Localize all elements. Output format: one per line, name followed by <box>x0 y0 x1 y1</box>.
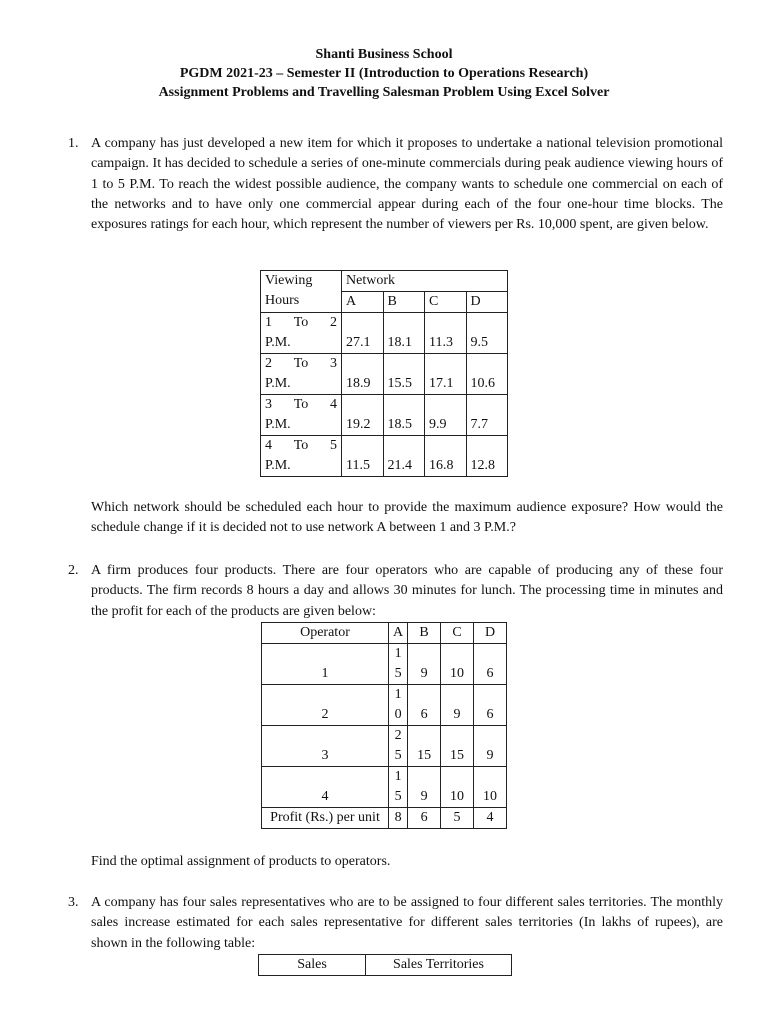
table-header-row <box>262 623 507 644</box>
table-row <box>261 436 508 477</box>
assignment-title: Assignment Problems and Travelling Salesman Problem Using Excel Solver <box>158 85 610 100</box>
table-cell: 6 <box>474 685 507 726</box>
table-cell: 10 <box>441 644 474 685</box>
table-cell: 15 <box>441 726 474 767</box>
table-cell: 10 <box>474 767 507 808</box>
table-cell: 16.8 <box>425 436 467 477</box>
table-cell: 1 5 <box>389 644 408 685</box>
question-text: A company has just developed a new item for which it proposes to undertake a national television promotional campaign. It has decided to schedule a series of one-minute commercials during peak audience viewing hours of 1 to 5 P.M. To reach the widest possible audience, the company wants to schedule one commercial on each of the networks and to have only one commercial appear during each of the four one-hour time blocks. The exposures ratings for each hour, which represent the number of viewers per Rs. 10,000 spent, are given below. <box>91 136 723 233</box>
table-cell: 21.4 <box>383 436 425 477</box>
question-1-followup: Which network should be scheduled each hour to provide the maximum audience exposure? How would the schedule change if it is decided not to use network A between 1 and 3 P.M.? <box>91 500 723 536</box>
question-text: A firm produces four products. There are four operators who are capable of producing any of these four products. The firm records 8 hours a day and allows 30 minutes for lunch. The processing time in minutes and the profit for each of the products are given below: <box>91 563 723 619</box>
table-cell: 18.1 <box>383 313 425 354</box>
column-header: C <box>425 292 467 313</box>
table-cell: 1 5 <box>389 767 408 808</box>
operator-cell: 2 <box>262 685 389 726</box>
table-row <box>262 767 507 808</box>
question-number: 3. <box>68 895 79 910</box>
operator-cell: 1 <box>262 644 389 685</box>
operator-cell: 4 <box>262 767 389 808</box>
question-3 <box>68 893 723 954</box>
table-row <box>261 313 508 354</box>
document-header <box>0 45 768 102</box>
question-number: 2. <box>68 563 79 578</box>
table-cell: 19.2 <box>342 395 384 436</box>
question-2 <box>68 561 723 622</box>
column-header: D <box>474 623 507 644</box>
table-row <box>262 726 507 767</box>
column-header: Sales Territories <box>366 955 512 976</box>
table-row <box>262 644 507 685</box>
table-cell: 9 <box>474 726 507 767</box>
table-header-row <box>261 271 508 292</box>
profit-row <box>262 808 507 829</box>
corner-label-2: Hours <box>265 293 300 308</box>
table-cell: 10.6 <box>466 354 508 395</box>
school-name: Shanti Business School <box>315 47 453 62</box>
table-cell: 11.3 <box>425 313 467 354</box>
exposure-ratings-table <box>260 270 508 477</box>
network-label: Network <box>342 271 508 292</box>
question-number: 1. <box>68 136 79 151</box>
corner-cell <box>261 271 342 313</box>
hour-cell: 4 To 5 P.M. <box>261 436 342 477</box>
table-cell: 1 0 <box>389 685 408 726</box>
corner-label-1: Viewing <box>265 273 313 288</box>
table-cell: 6 <box>474 644 507 685</box>
table-cell: 11.5 <box>342 436 384 477</box>
question-2-followup: Find the optimal assignment of products to operators. <box>91 854 391 869</box>
course-title: PGDM 2021-23 – Semester II (Introduction to Operations Research) <box>179 66 589 81</box>
table-cell: 9.5 <box>466 313 508 354</box>
table-cell: 5 <box>441 808 474 829</box>
table-cell: 12.8 <box>466 436 508 477</box>
table-row <box>261 354 508 395</box>
column-header: B <box>408 623 441 644</box>
table-cell: 9.9 <box>425 395 467 436</box>
table-cell: 18.9 <box>342 354 384 395</box>
hour-cell: 1 To 2 P.M. <box>261 313 342 354</box>
sales-territories-table <box>258 954 512 976</box>
table-cell: 9 <box>408 767 441 808</box>
column-header: B <box>383 292 425 313</box>
table-cell: 15.5 <box>383 354 425 395</box>
profit-label: Profit (Rs.) per unit <box>262 808 389 829</box>
processing-time-table <box>261 622 507 829</box>
table-cell: 8 <box>389 808 408 829</box>
table-cell: 17.1 <box>425 354 467 395</box>
hour-cell: 3 To 4 P.M. <box>261 395 342 436</box>
table-cell: 27.1 <box>342 313 384 354</box>
table-row <box>262 685 507 726</box>
table-cell: 6 <box>408 685 441 726</box>
column-header: Operator <box>262 623 389 644</box>
table-cell: 4 <box>474 808 507 829</box>
table-cell: 9 <box>408 644 441 685</box>
column-header: C <box>441 623 474 644</box>
table-cell: 7.7 <box>466 395 508 436</box>
hour-cell: 2 To 3 P.M. <box>261 354 342 395</box>
table-cell: 9 <box>441 685 474 726</box>
table-cell: 10 <box>441 767 474 808</box>
operator-cell: 3 <box>262 726 389 767</box>
column-header: Sales <box>259 955 366 976</box>
column-header: A <box>389 623 408 644</box>
column-header: A <box>342 292 384 313</box>
question-1 <box>68 134 723 235</box>
table-cell: 18.5 <box>383 395 425 436</box>
table-cell: 15 <box>408 726 441 767</box>
question-text: A company has four sales representatives who are to be assigned to four different sales territories. The monthly sales increase estimated for each sales representative for different sales territories (In lakhs of rupees), are shown in the following table: <box>91 895 723 951</box>
table-row <box>261 395 508 436</box>
table-cell: 2 5 <box>389 726 408 767</box>
table-header-row <box>259 955 512 976</box>
table-cell: 6 <box>408 808 441 829</box>
column-header: D <box>466 292 508 313</box>
